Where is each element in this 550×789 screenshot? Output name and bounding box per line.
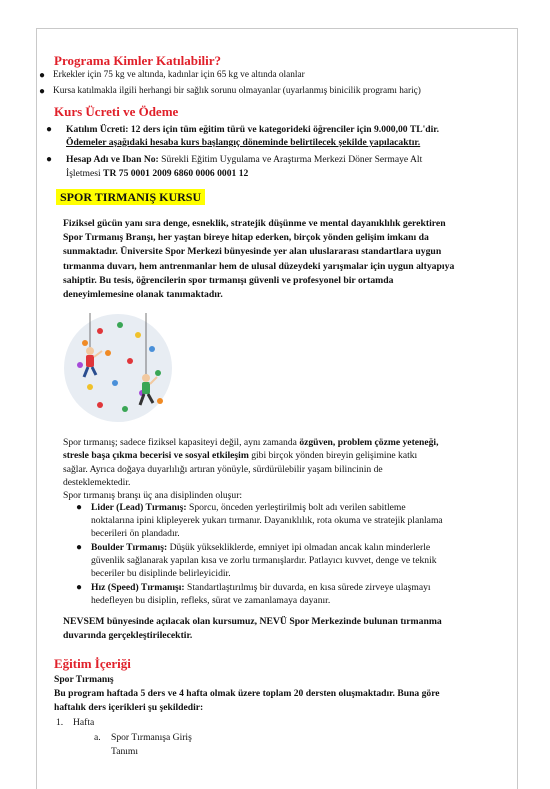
discipline-speed-cont: hedefleyen bu disiplin, refleks, sürat ve zamanlamaya dayanır. bbox=[91, 595, 331, 606]
week-number: 1. bbox=[56, 717, 64, 728]
account-name-cont: İşletmesi bbox=[66, 168, 101, 179]
body-line: sağlar. Ayrıca doğaya duyarlılığı artıran yönüyle, sürdürülebilir yaşam bilincinin de bbox=[63, 463, 383, 475]
intro-line: Fiziksel gücün yanı sıra denge, esneklik, stratejik düşünme ve mental dayanıklılık gerektiren bbox=[63, 218, 446, 229]
bullet-icon: ● bbox=[46, 154, 53, 165]
fee-heading: Kurs Ücreti ve Ödeme bbox=[54, 104, 179, 119]
week-label: Hafta bbox=[73, 717, 95, 728]
bullet-icon: ● bbox=[46, 124, 53, 135]
curriculum-heading: Eğitim İçeriği bbox=[54, 656, 131, 671]
bullet-icon: ● bbox=[76, 542, 83, 553]
bullet-icon: ● bbox=[39, 70, 46, 81]
curriculum-summary: Bu program haftada 5 ders ve 4 hafta olmak üzere toplam 20 dersten oluşmaktadır. Buna göre bbox=[54, 688, 440, 699]
body-line: desteklemektedir. bbox=[63, 476, 131, 488]
bullet-icon: ● bbox=[39, 86, 46, 97]
curriculum-subheading: Spor Tırmanış bbox=[54, 674, 114, 685]
discipline-lead-cont: becerileri ön plandadır. bbox=[91, 528, 180, 539]
intro-line: Spor Tırmanış Branşı, her yaştan bireye hitap ederken, birçok yönden gelişim imkanı da bbox=[63, 232, 429, 244]
course-body bbox=[63, 436, 503, 502]
topic-letter: a. bbox=[94, 732, 101, 743]
discipline-boulder-cont: beceriler bu disiplinde belirleyicidir. bbox=[91, 568, 231, 579]
body-line: stresle başa çıkma becerisi ve sosyal etkileşim gibi birçok yönden bireyin gelişimine katkı bbox=[63, 450, 418, 462]
fee-participation: Katılım Ücreti: 12 ders için tüm eğitim türü ve kategorideki öğrenciler için 9.000,00 TL'dir. bbox=[66, 124, 440, 135]
discipline-boulder-cont: güvenlik sağlanarak yapılan kısa ve zorlu tırmanışlardır. Patlayıcı kuvvet, denge ve teknik bbox=[91, 555, 437, 566]
body-line: Spor tırmanış branşı üç ana disiplinden oluşur: bbox=[63, 490, 243, 502]
topic-title: Spor Tırmanışa Giriş bbox=[111, 732, 192, 743]
body-line: Spor tırmanış; sadece fiziksel kapasiteyi değil, aynı zamanda özgüven, problem çözme yeteneği, bbox=[63, 437, 439, 448]
eligibility-heading: Programa Kimler Katılabilir? bbox=[54, 53, 222, 68]
iban-number: TR 75 0001 2009 6860 0006 0001 12 bbox=[103, 168, 249, 179]
nevsem-paragraph: NEVSEM bünyesinde açılacak olan kursumuz, NEVÜ Spor Merkezinde bulunan tırmanma duvarında gerçekleştirilecektir. bbox=[63, 616, 442, 641]
bullet-icon: ● bbox=[76, 582, 83, 593]
intro-line: sunmaktadır. Üniversite Spor Merkezi bünyesinde yer alan uluslararası standartlara uygun bbox=[63, 246, 442, 258]
climbing-wall-illustration bbox=[60, 313, 190, 423]
intro-line: tırmanma duvarı, hem antrenmanlar hem de ulusal düzeydeki yarışmalar için uygun altyapıya bbox=[63, 260, 455, 272]
discipline-boulder: Boulder Tırmanış: Düşük yüksekliklerde, emniyet ipi olmadan ancak kalın minderlerle bbox=[91, 542, 431, 553]
discipline-speed: Hız (Speed) Tırmanışı: Standartlaştırılmış bir duvarda, en kısa sürede zirveye ulaşmayı bbox=[91, 582, 431, 593]
intro-line: deneyimlemesine olanak tanımaktadır. bbox=[63, 289, 223, 301]
fee-account-line2 bbox=[66, 167, 248, 180]
eligibility-item-2: Kursa katılmakla ilgili herhangi bir sağlık sorunu olmayanlar (uyarlanmış binicilik programı hariç) bbox=[53, 86, 421, 96]
curriculum-summary-cont: haftalık ders içerikleri şu şekildedir: bbox=[54, 702, 204, 713]
fee-account-line1 bbox=[66, 153, 506, 166]
bullet-icon: ● bbox=[76, 502, 83, 513]
fee-payment-note: Ödemeler aşağıdaki hesaba kurs başlangıç döneminde belirtilecek şekilde yapılacaktır. bbox=[66, 137, 421, 148]
topic-subitem: Tanımı bbox=[111, 746, 139, 757]
eligibility-item-1: Erkekler için 75 kg ve altında, kadınlar için 65 kg ve altında olanlar bbox=[53, 70, 305, 80]
course-intro bbox=[63, 217, 503, 302]
account-name: Sürekli Eğitim Uygulama ve Araştırma Merkezi Döner Sermaye Alt bbox=[161, 154, 423, 165]
course-title: SPOR TIRMANIŞ KURSU bbox=[56, 189, 205, 205]
discipline-lead: Lider (Lead) Tırmanış: Sporcu, önceden yerleştirilmiş bolt adı verilen sabitleme bbox=[91, 502, 406, 513]
discipline-lead-cont: noktalarına ipini klipleyerek yukarı tırmanır. Dayanıklılık, rota okuma ve stratejik planlama bbox=[91, 515, 443, 526]
wall-backdrop bbox=[64, 314, 172, 422]
account-label: Hesap Adı ve Iban No: bbox=[66, 154, 159, 165]
intro-line: sahiptir. Bu tesis, öğrencilerin spor tırmanışı güvenli ve profesyonel bir ortamda bbox=[63, 274, 394, 286]
